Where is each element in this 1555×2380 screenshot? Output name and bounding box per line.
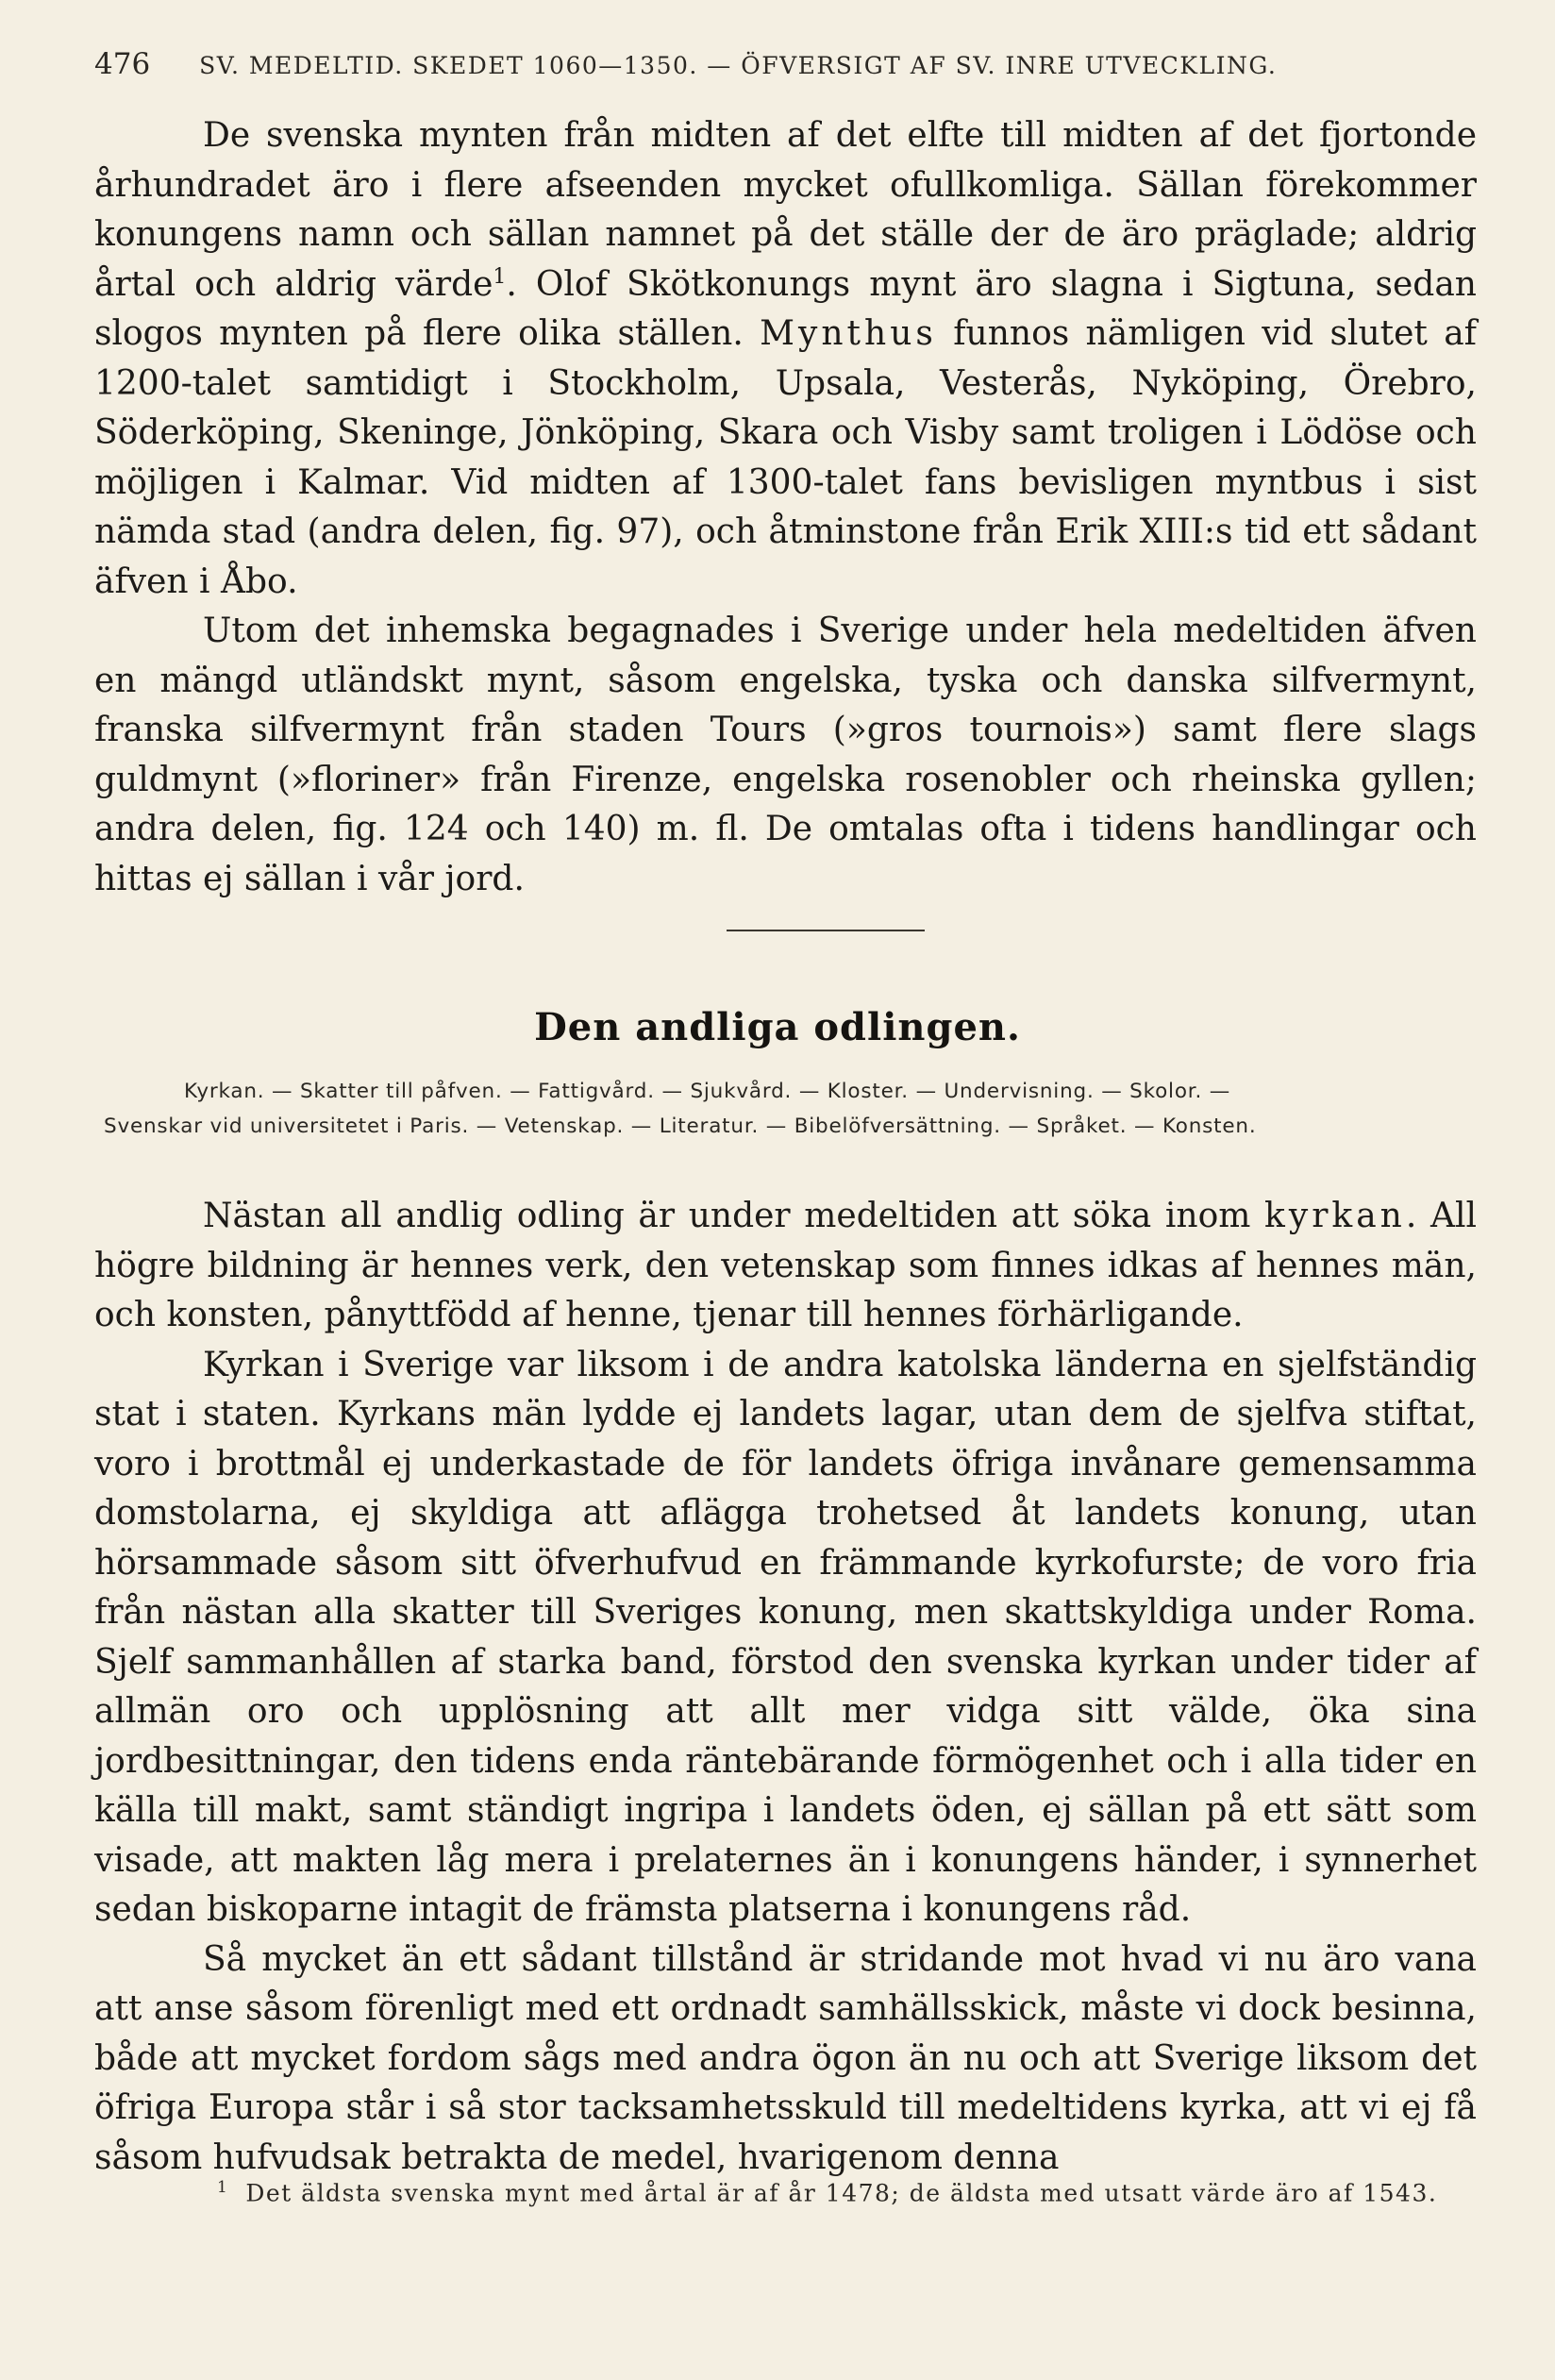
- paragraph-coins-text-b: . Olof Skötkonungs mynt äro slagna i Sigtuna, sedan slogos mynten på flere olika ställen.: [94, 264, 1477, 353]
- footnote-reference[interactable]: 1: [493, 264, 507, 289]
- running-title: SV. MEDELTID. SKEDET 1060—1350. — ÖFVERSIGT AF SV. INRE UTVECKLING.: [199, 52, 1278, 79]
- paragraph-foreign-coins: Utom det inhemska begagnades i Sverige under hela medeltiden äfven en mängd utländskt mynt, såsom engelska, tyska och danska silfvermynt, franska silfvermynt från staden Tours (»gros tournois») samt flere slags guldmynt (»floriner» från Firenze, engelska rosenobler och rheinska gyllen; andra delen, fig. 124 och 140) m. fl. De omtalas ofta i tidens handlingar och hittas ej sällan i vår jord.: [94, 612, 1477, 898]
- church-section: [94, 1192, 1477, 2183]
- footnote: [217, 2178, 1481, 2206]
- section-summary: [104, 1074, 1477, 1144]
- paragraph-coins: [94, 111, 1477, 607]
- page-number: 476: [94, 47, 151, 81]
- spaced-term-kyrkan: kyrkan: [1264, 1197, 1406, 1235]
- footnote-mark: 1: [217, 2178, 229, 2197]
- paragraph-church-debt: Så mycket än ett sådant tillstånd är stridande mot hvad vi nu äro vana att anse såsom förenligt med ett ordnadt samhällsskick, måste vi dock besinna, både att mycket fordom sågs med andra ögon än nu och att Sverige liksom det öfriga Europa står i så stor tacksamhetsskuld till medeltidens kyrka, att vi ej få såsom hufvudsak betrakta de medel, hvarigenom denna: [94, 1939, 1477, 2177]
- paragraph-spiritual-text-a: Nästan all andlig odling är under medeltiden att söka inom: [203, 1197, 1265, 1235]
- coins-section: [94, 111, 1477, 904]
- spaced-term-mynthus: Mynthus: [760, 314, 937, 353]
- section-heading: Den andliga odlingen.: [534, 1005, 1021, 1049]
- paragraph-church-state: Kyrkan i Sverige var liksom i de andra katolska länderna en sjelfständig stat i staten. Kyrkans män lydde ej landets lagar, utan dem de sjelfva stiftat, voro i brottmål ej underkastade de för landets öfriga invånare gemensamma domstolarna, ej skyldiga att aflägga trohetsed åt landets konung, utan hörsammade såsom sitt öfverhufvud en främmande kyrkofurste; de voro fria från nästan alla skatter till Sveriges konung, men skattskyldiga under Roma. Sjelf sammanhållen af starka band, förstod den svenska kyrkan under tider af allmän oro och upplösning att allt mer vidga sitt välde, öka sina jordbesittningar, den tidens enda räntebärande förmögenhet och i alla tider en källa till makt, samt ständigt ingripa i landets öden, ej sällan på ett sätt som visade, att makten låg mera i prelaternes än i konungens händer, i synnerhet sedan biskoparne intagit de främsta platserna i konungens råd.: [94, 1345, 1477, 1929]
- paragraph-coins-text-a: De svenska mynten från midten af det elfte till midten af det fjortonde århundradet äro i flere afseenden mycket ofullkomliga. Sällan förekommer konungens namn och sällan namnet på det ställe der de äro präglade; aldrig årtal och aldrig värde: [94, 116, 1477, 304]
- summary-line-2: Svenskar vid universitetet i Paris. — Vetenskap. — Literatur. — Bibelöfversättning. — Språket. — Konsten.: [104, 1115, 1257, 1138]
- section-divider: [727, 930, 925, 931]
- running-head: [94, 47, 1477, 85]
- summary-line-1: Kyrkan. — Skatter till påfven. — Fattigvård. — Sjukvård. — Kloster. — Undervisning. — Skolor. —: [184, 1080, 1231, 1103]
- paragraph-spiritual-culture: [94, 1192, 1477, 1341]
- footnote-text: Det äldsta svenska mynt med årtal är af år 1478; de äldsta med utsatt värde äro af 1543.: [245, 2179, 1438, 2207]
- paragraph-spiritual-text-b: . All högre bildning är hennes verk, den vetenskap som finnes idkas af hennes män, och konsten, pånyttfödd af henne, tjenar till hennes förhärligande.: [94, 1197, 1477, 1334]
- paragraph-coins-text-c: funnos nämligen vid slutet af 1200-talet samtidigt i Stockholm, Upsala, Vesterås, Nyköping, Örebro, Söderköping, Skeninge, Jönköping, Skara och Visby samt troligen i Lödöse och möjligen i Kalmar. Vid midten af 1300-talet fans bevisligen myntbus i sist nämda stad (andra delen, fig. 97), och åtminstone från Erik XIII:s tid ett sådant äfven i Åbo.: [94, 314, 1477, 601]
